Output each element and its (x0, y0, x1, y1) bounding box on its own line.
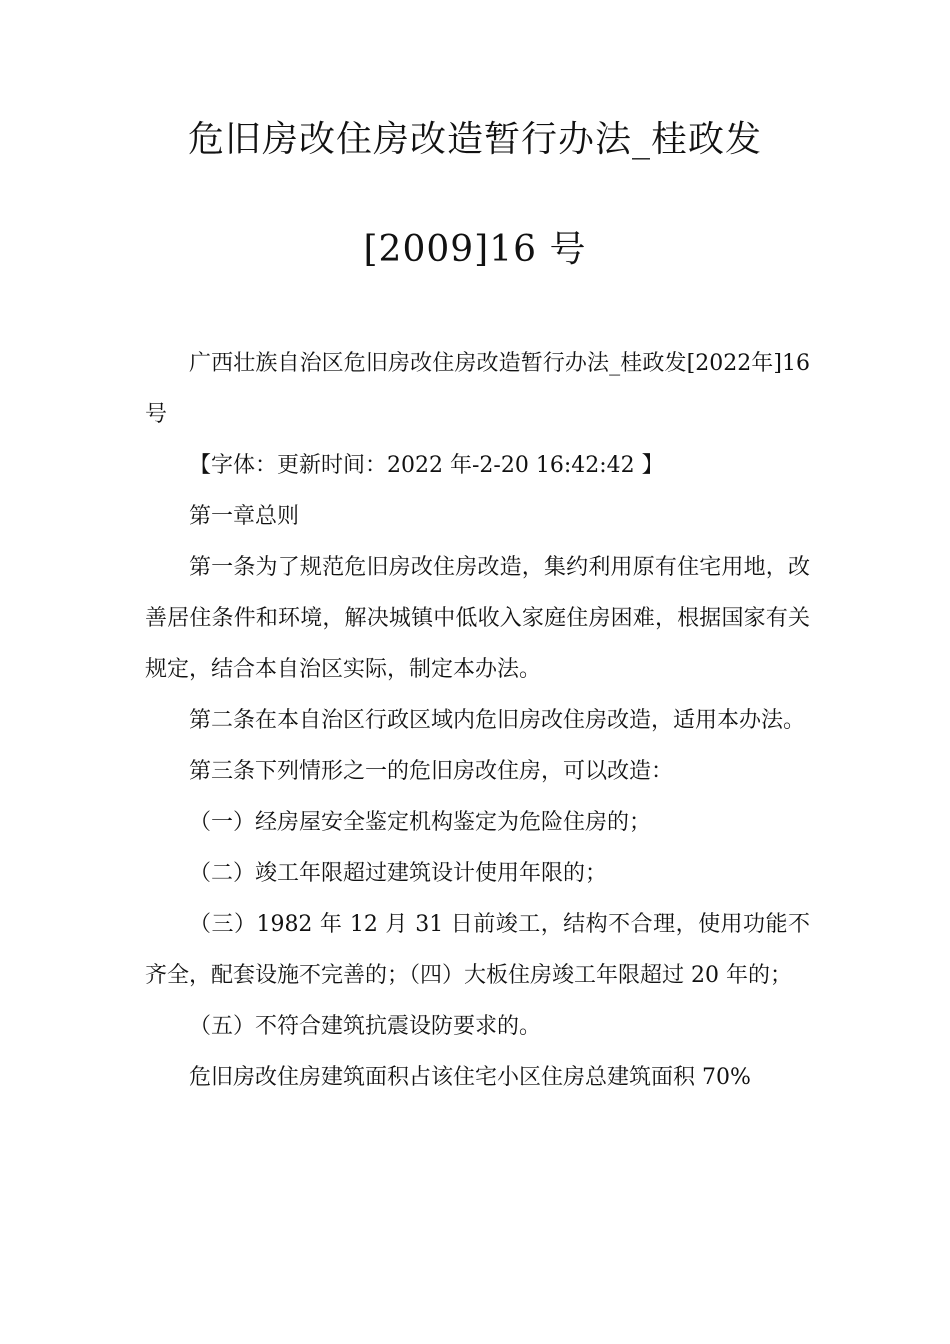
article-1: 第一条为了规范危旧房改住房改造，集约利用原有住宅用地，改善居住条件和环境，解决城镇中低收入家庭住房困难，根据国家有关规定，结合本自治区实际，制定本办法。 (145, 555, 810, 682)
article-3-item-3-4: （三）1982 年 12 月 31 日前竣工，结构不合理，使用功能不齐全，配套设施不完善的；（四）大板住房竣工年限超过 20 年的； (145, 912, 810, 988)
chapter-heading: 第一章总则 (189, 504, 300, 529)
article-3-item-5: （五）不符合建筑抗震设防要求的。 (189, 1014, 542, 1039)
paragraph-area-ratio: 危旧房改住房建筑面积占该住宅小区住房总建筑面积 70% (189, 1065, 751, 1090)
article-3-item-1: （一）经房屋安全鉴定机构鉴定为危险住房的； (189, 810, 652, 835)
article-2: 第二条在本自治区行政区域内危旧房改住房改造，适用本办法。 (189, 708, 806, 733)
document-title-line-2: [2009]16 号 (363, 229, 587, 270)
article-3: 第三条下列情形之一的危旧房改住房，可以改造： (189, 759, 674, 784)
paragraph-intro: 广西壮族自治区危旧房改住房改造暂行办法_桂政发[2022年]16 号 (145, 351, 810, 427)
article-3-item-2: （二）竣工年限超过建筑设计使用年限的； (189, 861, 608, 886)
paragraph-update-time: 【字体：更新时间：2022 年-2-20 16:42:42 】 (189, 453, 664, 478)
document-body (145, 338, 810, 1103)
document-title-line-1: 危旧房改住房改造暂行办法_桂政发 (187, 119, 762, 160)
